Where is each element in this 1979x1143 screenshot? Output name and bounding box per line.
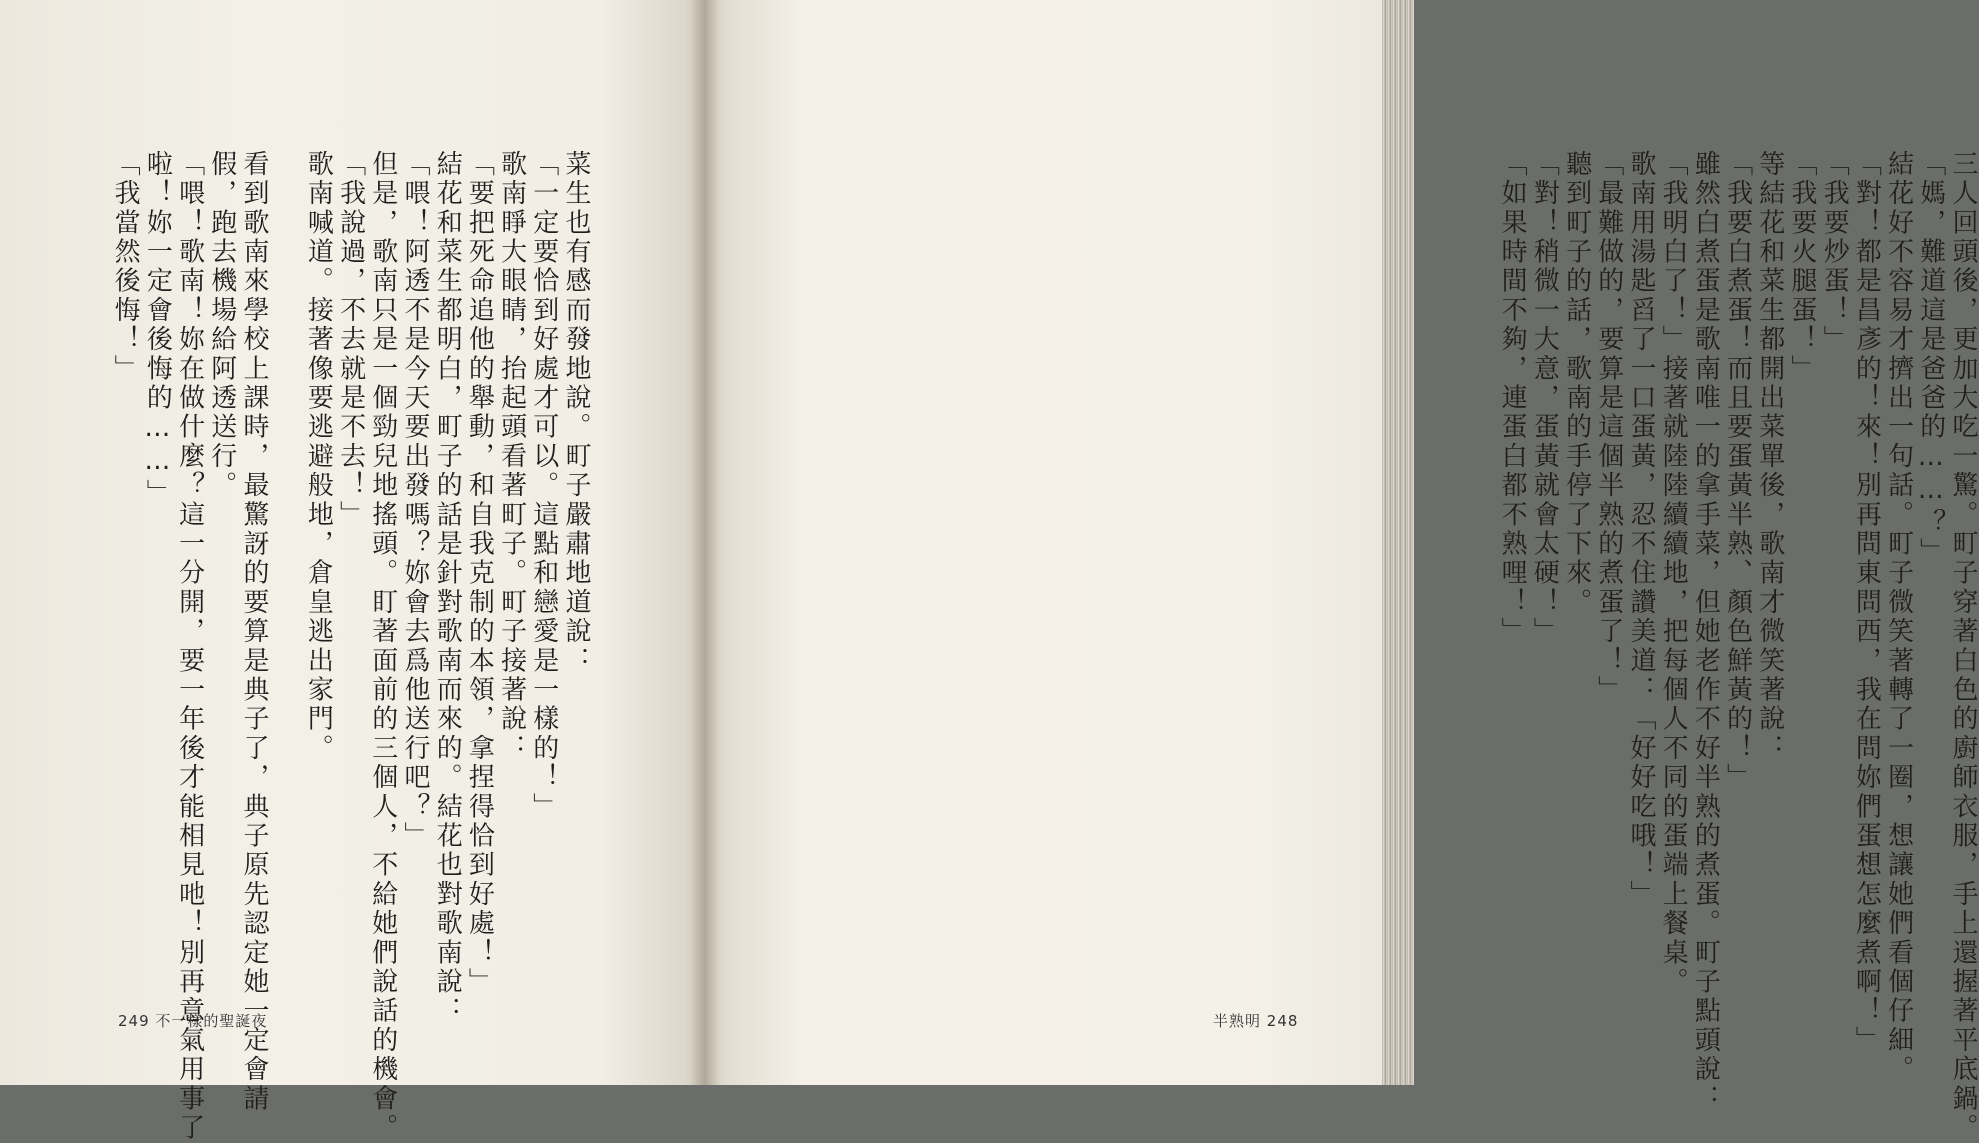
text-line: 「我說過，不去就是不去！」: [335, 150, 366, 530]
running-title: 不一樣的聖誕夜: [155, 1012, 268, 1030]
running-title: 半熟明: [1213, 1012, 1262, 1030]
text-line: 歌南睜大眼睛，抬起頭看著町子。町子接著說：: [496, 150, 527, 764]
text-line: 三人回頭後，更加大吃一驚。町子穿著白色的廚師衣服，手上還握著平底鍋。: [1948, 150, 1978, 1143]
left-page: [0, 0, 706, 1143]
text-line: 「我要白煮蛋！而且要蛋黃半熟、顏色鮮黃的！」: [1722, 150, 1753, 793]
text-line: 歌南用湯匙舀了一口蛋黃，忍不住讚美道：「好好吃哦！」: [1625, 150, 1656, 910]
text-line: 「一定要恰到好處才可以。這點和戀愛是一樣的！」: [528, 150, 559, 822]
book-spine: [690, 0, 720, 1085]
text-line: 啦！妳一定會後悔的……」: [142, 150, 173, 509]
text-line: 「要把死命追他的舉動，和自我克制的本領，拿捏得恰到好處！」: [464, 150, 495, 997]
right-page-text: [1464, 150, 1979, 1143]
text-line: 聽到町子的話，歌南的手停了下來。: [1561, 150, 1592, 618]
text-line: 菜生也有感而發地說。町子嚴肅地道說：: [561, 150, 591, 676]
text-line: 看到歌南來學校上課時，最驚訝的要算是典子了，典子原先認定她一定會請: [238, 150, 269, 1114]
text-line: 等結花和菜生都開出菜單後，歌南才微笑著說：: [1754, 150, 1785, 764]
text-line: 但是，歌南只是一個勁兒地搖頭。盯著面前的三個人，不給她們說話的機會。: [367, 150, 398, 1143]
text-line: 「我當然後悔！」: [110, 150, 141, 384]
text-line: 「對！稍微一大意，蛋黃就會太硬！」: [1529, 150, 1560, 647]
blank-line: [270, 150, 302, 930]
text-line: 「最難做的，要算是這個半熟的煮蛋了！」: [1593, 150, 1624, 705]
text-line: 「如果時間不夠，連蛋白都不熟哩！」: [1497, 150, 1528, 647]
right-folio: [1213, 1010, 1298, 1031]
page-number: 248: [1266, 1012, 1299, 1030]
text-line: 「我明白了！」接著就陸陸續續地，把每個人不同的蛋端上餐桌。: [1658, 150, 1689, 997]
text-line: 「喂！阿透不是今天要出發嗎？妳會去爲他送行吧？」: [399, 150, 430, 851]
page-edges: [1382, 0, 1414, 1085]
page-number: 249: [118, 1012, 150, 1030]
left-folio: [118, 1010, 267, 1031]
text-line: 結花好不容易才擠出一句話。町子微笑著轉了一圈，想讓她們看個仔細。: [1883, 150, 1914, 1085]
text-line: 「喂！歌南！妳在做什麼？這一分開，要一年後才能相見吔！別再意氣用事了: [174, 150, 205, 1143]
text-line: 歌南喊道。接著像要逃避般地，倉皇逃出家門。: [303, 150, 334, 764]
text-line: 「對！都是昌彥的！來！別再問東問西，我在問妳們蛋想怎麼煮啊！」: [1851, 150, 1882, 1056]
text-line: 假，跑去機場給阿透送行。: [206, 150, 237, 501]
text-line: 「媽，難道這是爸爸的……？」: [1915, 150, 1946, 567]
text-line: 雖然白煮蛋是歌南唯一的拿手菜，但她老作不好半熟的煮蛋。町子點頭說：: [1690, 150, 1721, 1114]
right-page: [706, 0, 1978, 1143]
text-line: 「我要火腿蛋！」: [1786, 150, 1817, 384]
text-line: 「我要炒蛋！」: [1819, 150, 1850, 355]
text-line: 結花和菜生都明白，町子的話是針對歌南而來的。結花也對歌南說：: [432, 150, 463, 1026]
